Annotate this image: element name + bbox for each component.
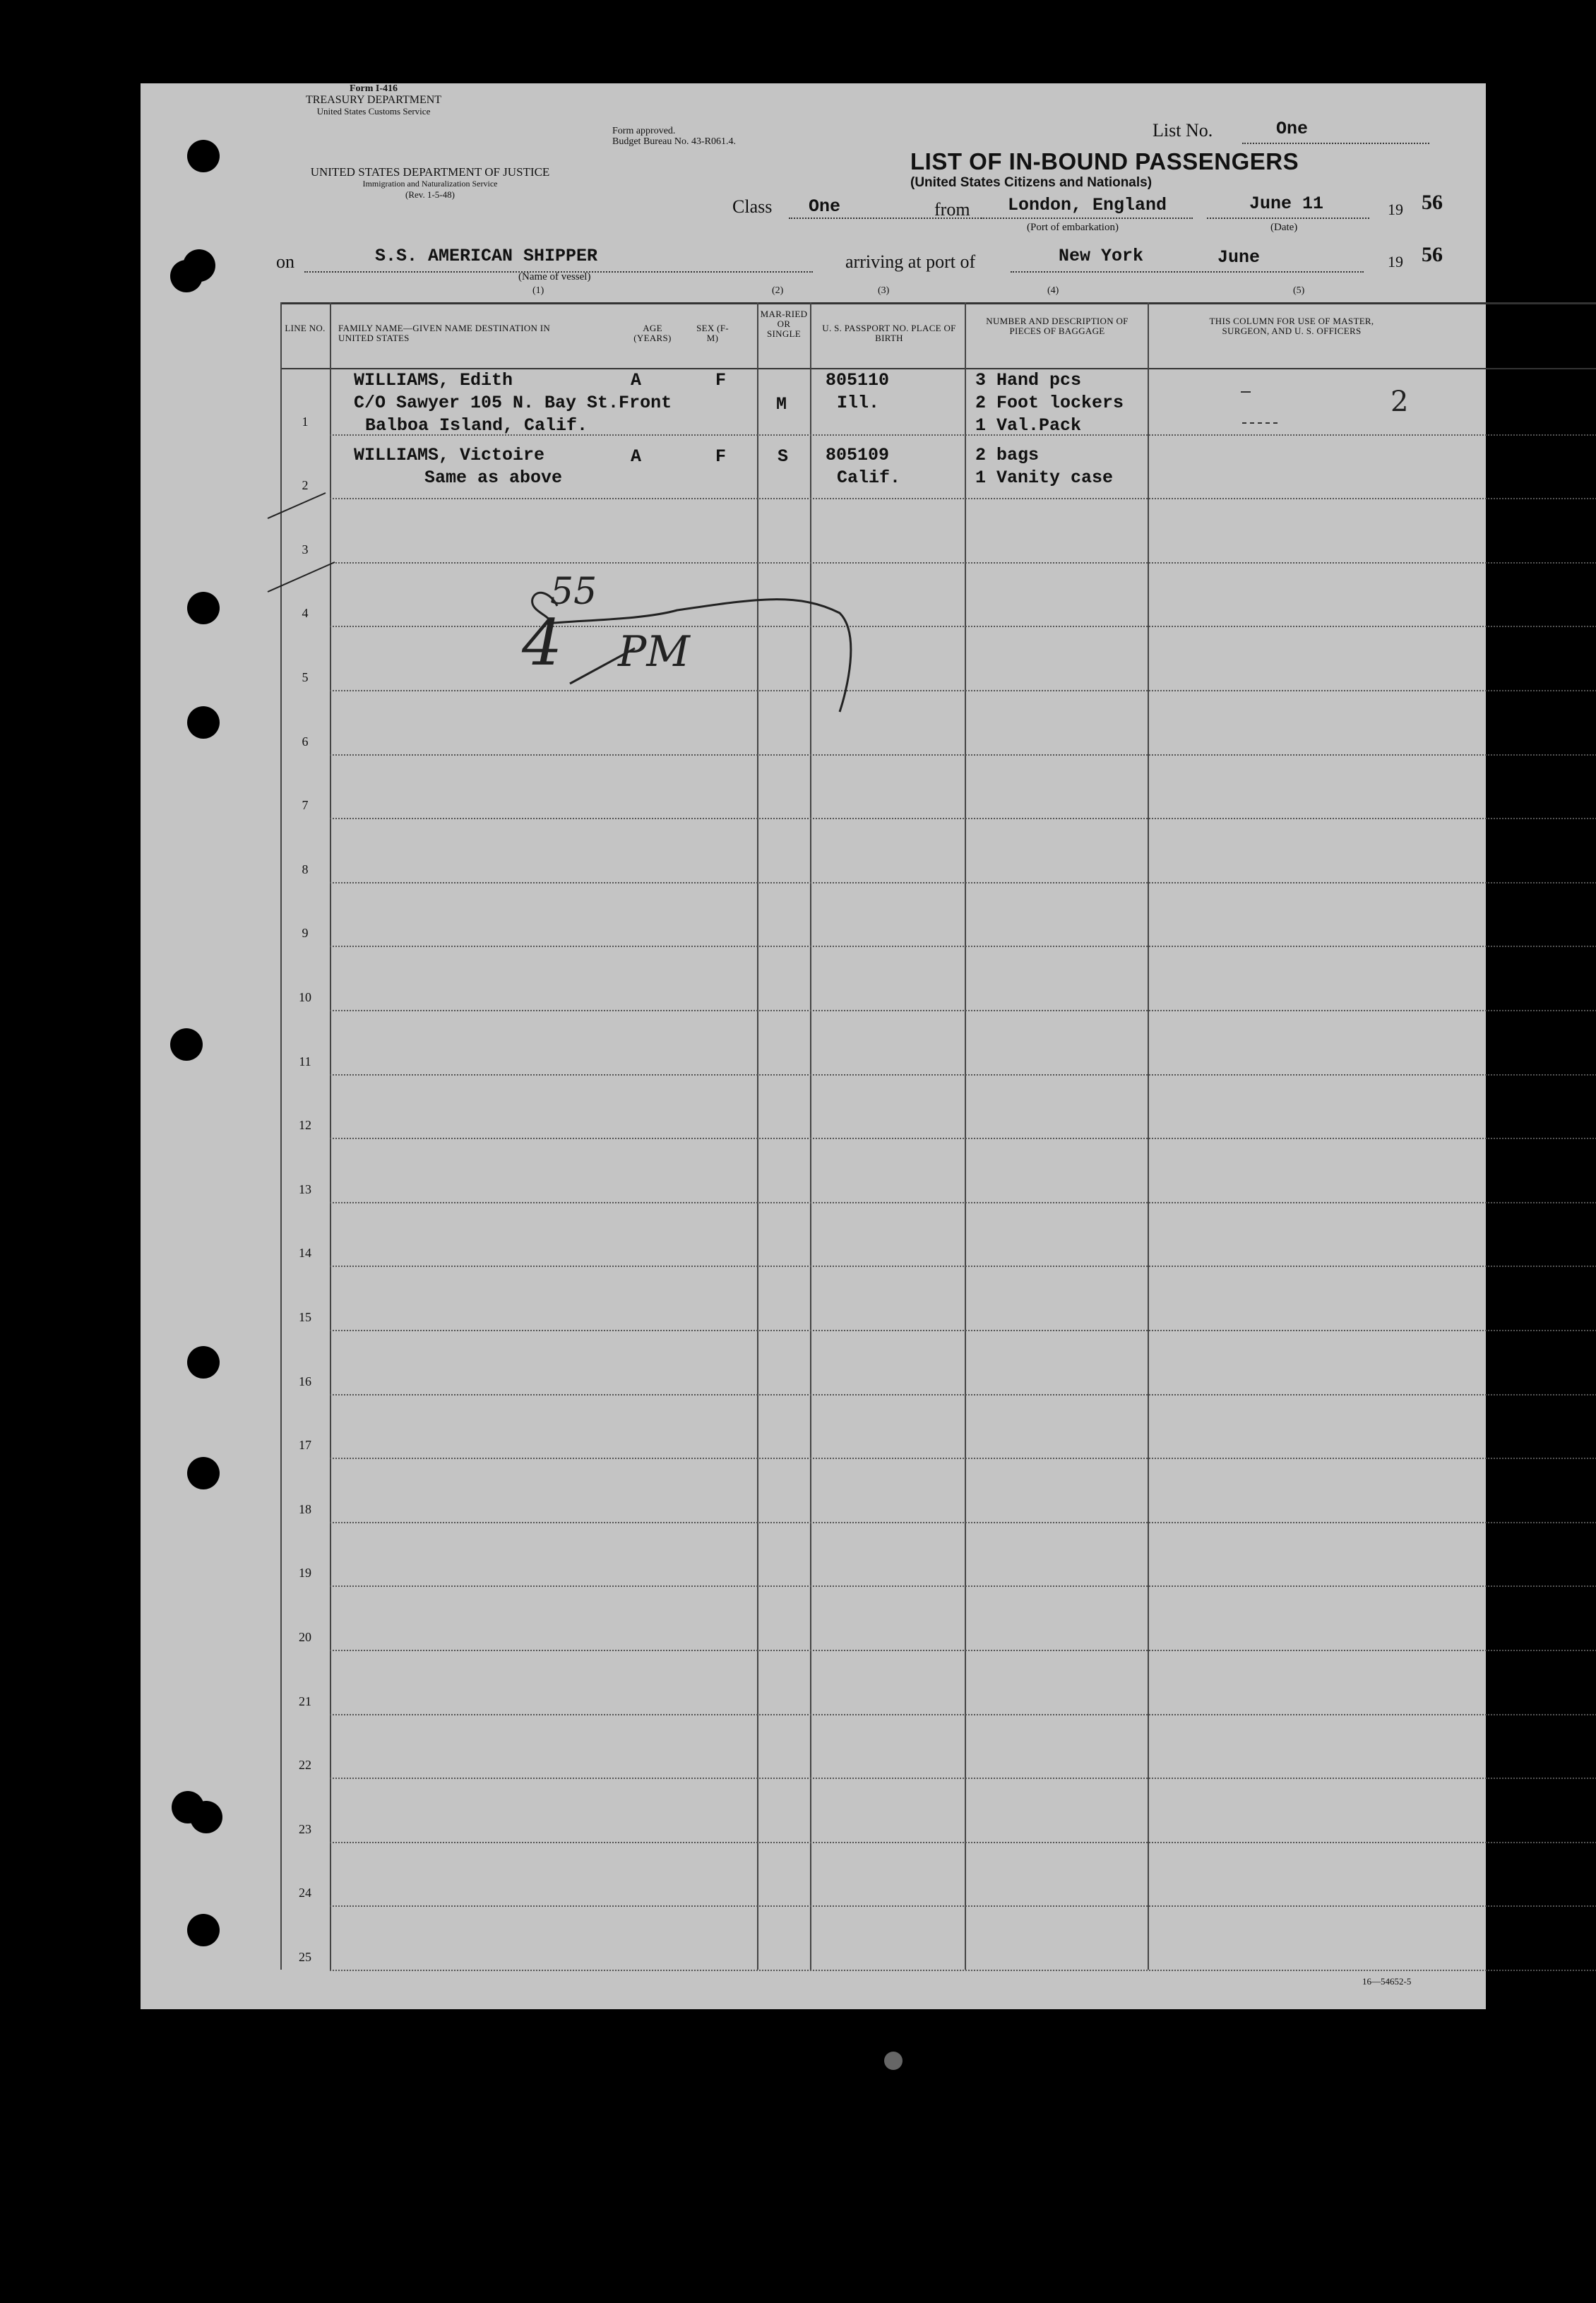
line-number: 1: [302, 414, 309, 429]
column-number-3: (3): [878, 285, 890, 296]
line-number: 13: [299, 1182, 311, 1196]
on-label: on: [276, 251, 294, 272]
date-value: June 11: [1249, 194, 1324, 214]
col-header-line: LINE NO.: [285, 323, 326, 333]
row-rule: [330, 1778, 1596, 1779]
handwritten-time-minutes: 55: [550, 571, 597, 613]
passenger-2-married: S: [778, 446, 789, 467]
line-number: 7: [302, 798, 309, 813]
binder-hole: [187, 706, 220, 739]
arrival-year: 56: [1422, 243, 1443, 266]
line-number: 6: [302, 734, 309, 749]
passenger-1-baggage1: 3 Hand pcs: [975, 370, 1082, 391]
handwritten-time-hour: 4: [522, 606, 563, 680]
binder-hole: [190, 1801, 222, 1833]
column-number-1: (1): [532, 285, 544, 296]
form-title: LIST OF IN-BOUND PASSENGERS: [910, 148, 1299, 174]
col-header-passport: U. S. PASSPORT NO. PLACE OF BIRTH: [822, 323, 956, 343]
line-number: 17: [299, 1438, 311, 1453]
approval-block: [612, 126, 736, 147]
treasury-dept: TREASURY DEPARTMENT: [305, 94, 442, 106]
binder-hole: [183, 249, 215, 282]
scan-speck: [884, 2052, 903, 2070]
table-top-border: [280, 302, 1596, 304]
row-rule: [330, 1970, 1596, 1971]
list-no-value: One: [1276, 119, 1309, 139]
col-header-married: MAR-RIED OR SINGLE: [760, 309, 808, 339]
passenger-2-sex: F: [715, 446, 727, 467]
budget-bureau: Budget Bureau No. 43-R061.4.: [612, 136, 736, 147]
list-no-line: [1242, 143, 1429, 144]
line-number: 25: [299, 1950, 311, 1964]
class-label: Class: [732, 196, 773, 217]
line-number: 18: [299, 1501, 311, 1516]
row-rule: [330, 1266, 1596, 1267]
row-rule: [330, 1458, 1596, 1459]
arriving-label: arriving at port of: [845, 251, 976, 272]
row-rule: [330, 1905, 1596, 1907]
customs-service: United States Customs Service: [316, 106, 431, 117]
header-bottom-border: [280, 368, 1596, 369]
handwritten-strokes: [246, 387, 953, 782]
row-rule: [330, 1074, 1596, 1076]
col-header-age: AGE (YEARS): [633, 323, 672, 343]
passenger-1-baggage2: 2 Foot lockers: [975, 393, 1124, 413]
col-divider-officers: [1148, 302, 1149, 1970]
line-number: 14: [299, 1246, 311, 1261]
line-number: 8: [302, 862, 309, 876]
arrival-port-line: [1011, 271, 1364, 273]
line-number: 20: [299, 1630, 311, 1644]
line-number: 22: [299, 1758, 311, 1773]
column-number-4: (4): [1047, 285, 1059, 296]
row-rule: [330, 1714, 1596, 1715]
passenger-1-name: WILLIAMS, Edith: [354, 370, 513, 391]
col-header-name: FAMILY NAME—GIVEN NAME DESTINATION IN UNITED STATES: [338, 323, 551, 343]
passenger-1-sex: F: [715, 370, 727, 391]
arrival-port: New York: [1059, 246, 1144, 266]
row-rule: [330, 818, 1596, 819]
binder-hole: [187, 1346, 220, 1379]
binder-hole: [187, 1457, 220, 1489]
handwritten-slash: [564, 634, 649, 691]
binder-hole: [187, 140, 220, 172]
passenger-2-age: A: [631, 446, 642, 467]
col-divider-baggage: [965, 302, 966, 1970]
col-header-officers: THIS COLUMN FOR USE OF MASTER, SURGEON, AND U. S. OFFICERS: [1209, 316, 1374, 336]
line-number: 24: [299, 1886, 311, 1900]
col-header-sex: SEX (F-M): [696, 323, 729, 343]
passenger-1-address1: C/O Sawyer 105 N. Bay St.Front: [354, 393, 672, 413]
justice-block: [275, 167, 585, 201]
form-number: Form I-416: [349, 83, 398, 94]
line-number: 15: [299, 1310, 311, 1324]
passenger-2-baggage2: 1 Vanity case: [975, 468, 1114, 488]
class-value: One: [809, 196, 841, 217]
passenger-2-baggage1: 2 bags: [975, 445, 1040, 465]
binder-hole: [187, 1914, 220, 1946]
binder-hole: [187, 592, 220, 624]
line-number: 21: [299, 1694, 311, 1708]
row-rule: [330, 1585, 1596, 1587]
passenger-1-officer-note: 2: [1390, 386, 1409, 418]
line-number: 9: [302, 926, 309, 941]
line-number: 3: [302, 542, 309, 557]
column-number-2: (2): [772, 285, 784, 296]
passenger-2-birth: Calif.: [837, 468, 901, 488]
passenger-2-name: WILLIAMS, Victoire: [354, 445, 545, 465]
class-line: [789, 218, 1004, 219]
line-number: 10: [299, 990, 311, 1004]
row-rule: [330, 882, 1596, 883]
col-header-baggage: NUMBER AND DESCRIPTION OF PIECES OF BAGGAGE: [986, 316, 1128, 336]
year-value: 56: [1422, 191, 1443, 214]
passenger-1-age: A: [631, 370, 642, 391]
line-number: 16: [299, 1374, 311, 1388]
arrival-year-prefix: 19: [1388, 253, 1403, 270]
date-caption: (Date): [1270, 222, 1298, 233]
date-line: [1207, 218, 1369, 219]
handwritten-time-suffix: PM: [618, 627, 690, 677]
ins-service: Immigration and Naturalization Service: [362, 179, 498, 189]
vessel-name: S.S. AMERICAN SHIPPER: [375, 246, 598, 266]
row-rule: [330, 1010, 1596, 1011]
line-number: 11: [299, 1054, 311, 1069]
from-label: from: [934, 199, 970, 220]
list-no-label: List No.: [1153, 120, 1213, 141]
row-rule: [330, 1394, 1596, 1396]
arrival-month: June: [1217, 247, 1261, 268]
officer-mark: [1241, 391, 1251, 393]
line-number: 12: [299, 1118, 311, 1133]
justice-dept: UNITED STATES DEPARTMENT OF JUSTICE: [310, 165, 550, 179]
binder-hole: [170, 1028, 203, 1061]
row-rule: [330, 1522, 1596, 1523]
passenger-1-married: M: [776, 394, 787, 415]
form-subtitle: (United States Citizens and Nationals): [910, 175, 1153, 190]
form-header-block: [268, 83, 480, 117]
line-number: 5: [302, 670, 309, 684]
row-rule: [330, 1202, 1596, 1203]
year-prefix: 19: [1388, 201, 1403, 218]
row-rule: [330, 1138, 1596, 1139]
row-rule: [330, 1650, 1596, 1651]
passenger-1-address2: Balboa Island, Calif.: [365, 415, 588, 436]
passenger-1-baggage3: 1 Val.Pack: [975, 415, 1082, 436]
passenger-2-passport: 805109: [826, 445, 890, 465]
form-approved: Form approved.: [612, 126, 676, 136]
row-rule: [330, 1842, 1596, 1843]
form-revision: (Rev. 1-5-48): [405, 189, 455, 200]
column-number-5: (5): [1293, 285, 1305, 296]
port-embarkation-value: London, England: [1008, 195, 1167, 215]
passenger-1-birth: Ill.: [837, 393, 880, 413]
port-embarkation-line: [981, 218, 1193, 219]
row-rule: [330, 946, 1596, 947]
print-code: 16—54652-5: [1362, 1976, 1412, 1987]
line-number: 4: [302, 606, 309, 621]
vessel-caption: (Name of vessel): [518, 271, 591, 282]
line-number: 23: [299, 1821, 311, 1836]
row-rule: [330, 1330, 1596, 1331]
port-embarkation-caption: (Port of embarkation): [1027, 222, 1119, 233]
line-number: 2: [302, 478, 309, 493]
passenger-1-passport: 805110: [826, 370, 890, 391]
officer-mark: [1242, 422, 1278, 424]
line-number: 19: [299, 1566, 311, 1581]
form-sheet: [141, 83, 1486, 2009]
passenger-2-address1: Same as above: [424, 468, 563, 488]
